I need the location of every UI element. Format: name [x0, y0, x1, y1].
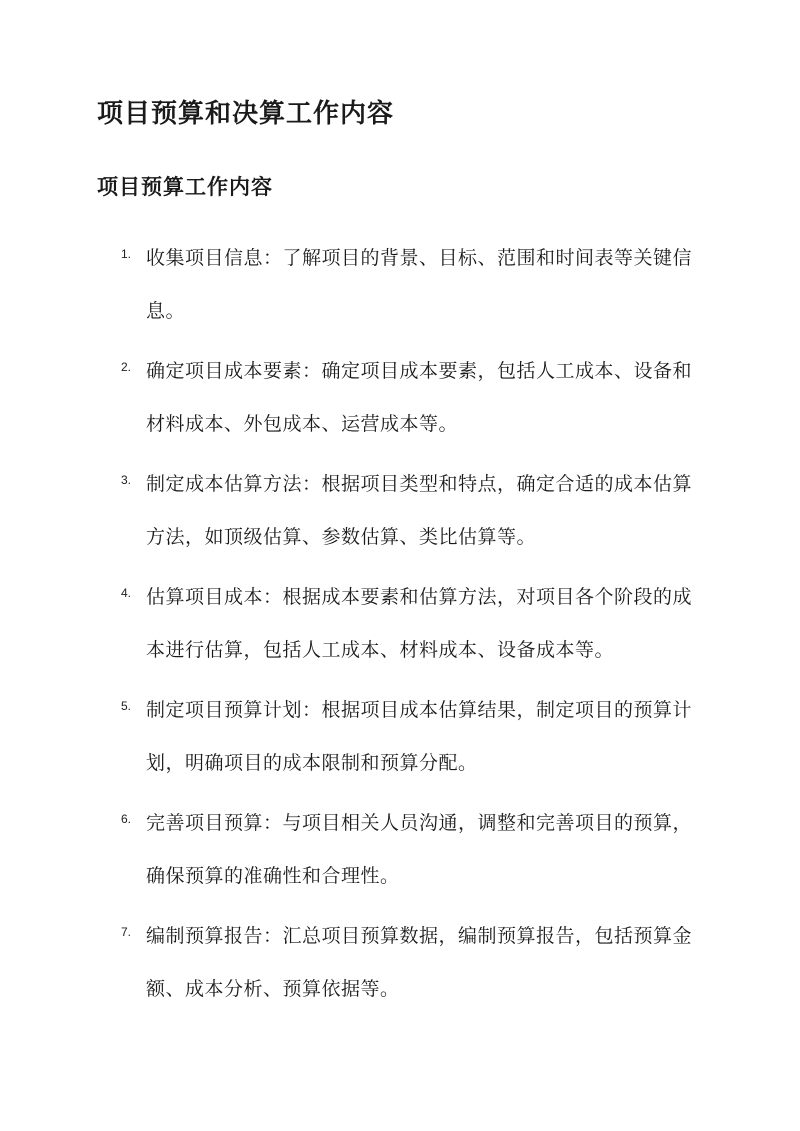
list-item [0, 232, 800, 345]
list-item-text: 制定成本估算方法：根据项目类型和特点，确定合适的成本估算方法，如顶级估算、参数估算、类比估算等。 [146, 473, 693, 548]
list-item [0, 458, 800, 571]
list-item-text: 估算项目成本：根据成本要素和估算方法，对项目各个阶段的成本进行估算，包括人工成本、材料成本、设备成本等。 [146, 586, 693, 661]
list-item-number: 4. [121, 586, 132, 600]
list-item [0, 571, 800, 684]
list-item [0, 684, 800, 797]
list-item-text: 编制预算报告：汇总项目预算数据，编制预算报告，包括预算金额、成本分析、预算依据等。 [146, 925, 693, 1000]
document-title: 项目预算和决算工作内容 [97, 99, 395, 129]
list-item [0, 345, 800, 458]
list-item-text: 确定项目成本要素：确定项目成本要素，包括人工成本、设备和材料成本、外包成本、运营成本等。 [146, 360, 693, 435]
list-item-text: 制定项目预算计划：根据项目成本估算结果，制定项目的预算计划，明确项目的成本限制和预算分配。 [146, 699, 693, 774]
section-title: 项目预算工作内容 [97, 174, 273, 199]
list-item-number: 6. [121, 812, 132, 826]
list-item-text: 完善项目预算：与项目相关人员沟通，调整和完善项目的预算，确保预算的准确性和合理性。 [146, 812, 693, 887]
list-item-number: 2. [121, 360, 132, 374]
list-item-number: 5. [121, 699, 132, 713]
list-item-number: 7. [121, 925, 132, 939]
list-item-text: 收集项目信息：了解项目的背景、目标、范围和时间表等关键信息。 [146, 247, 693, 322]
list-item-number: 3. [121, 473, 132, 487]
list-item [0, 797, 800, 910]
work-item-list [0, 232, 800, 1023]
list-item [0, 910, 800, 1023]
list-item-number: 1. [121, 247, 132, 261]
